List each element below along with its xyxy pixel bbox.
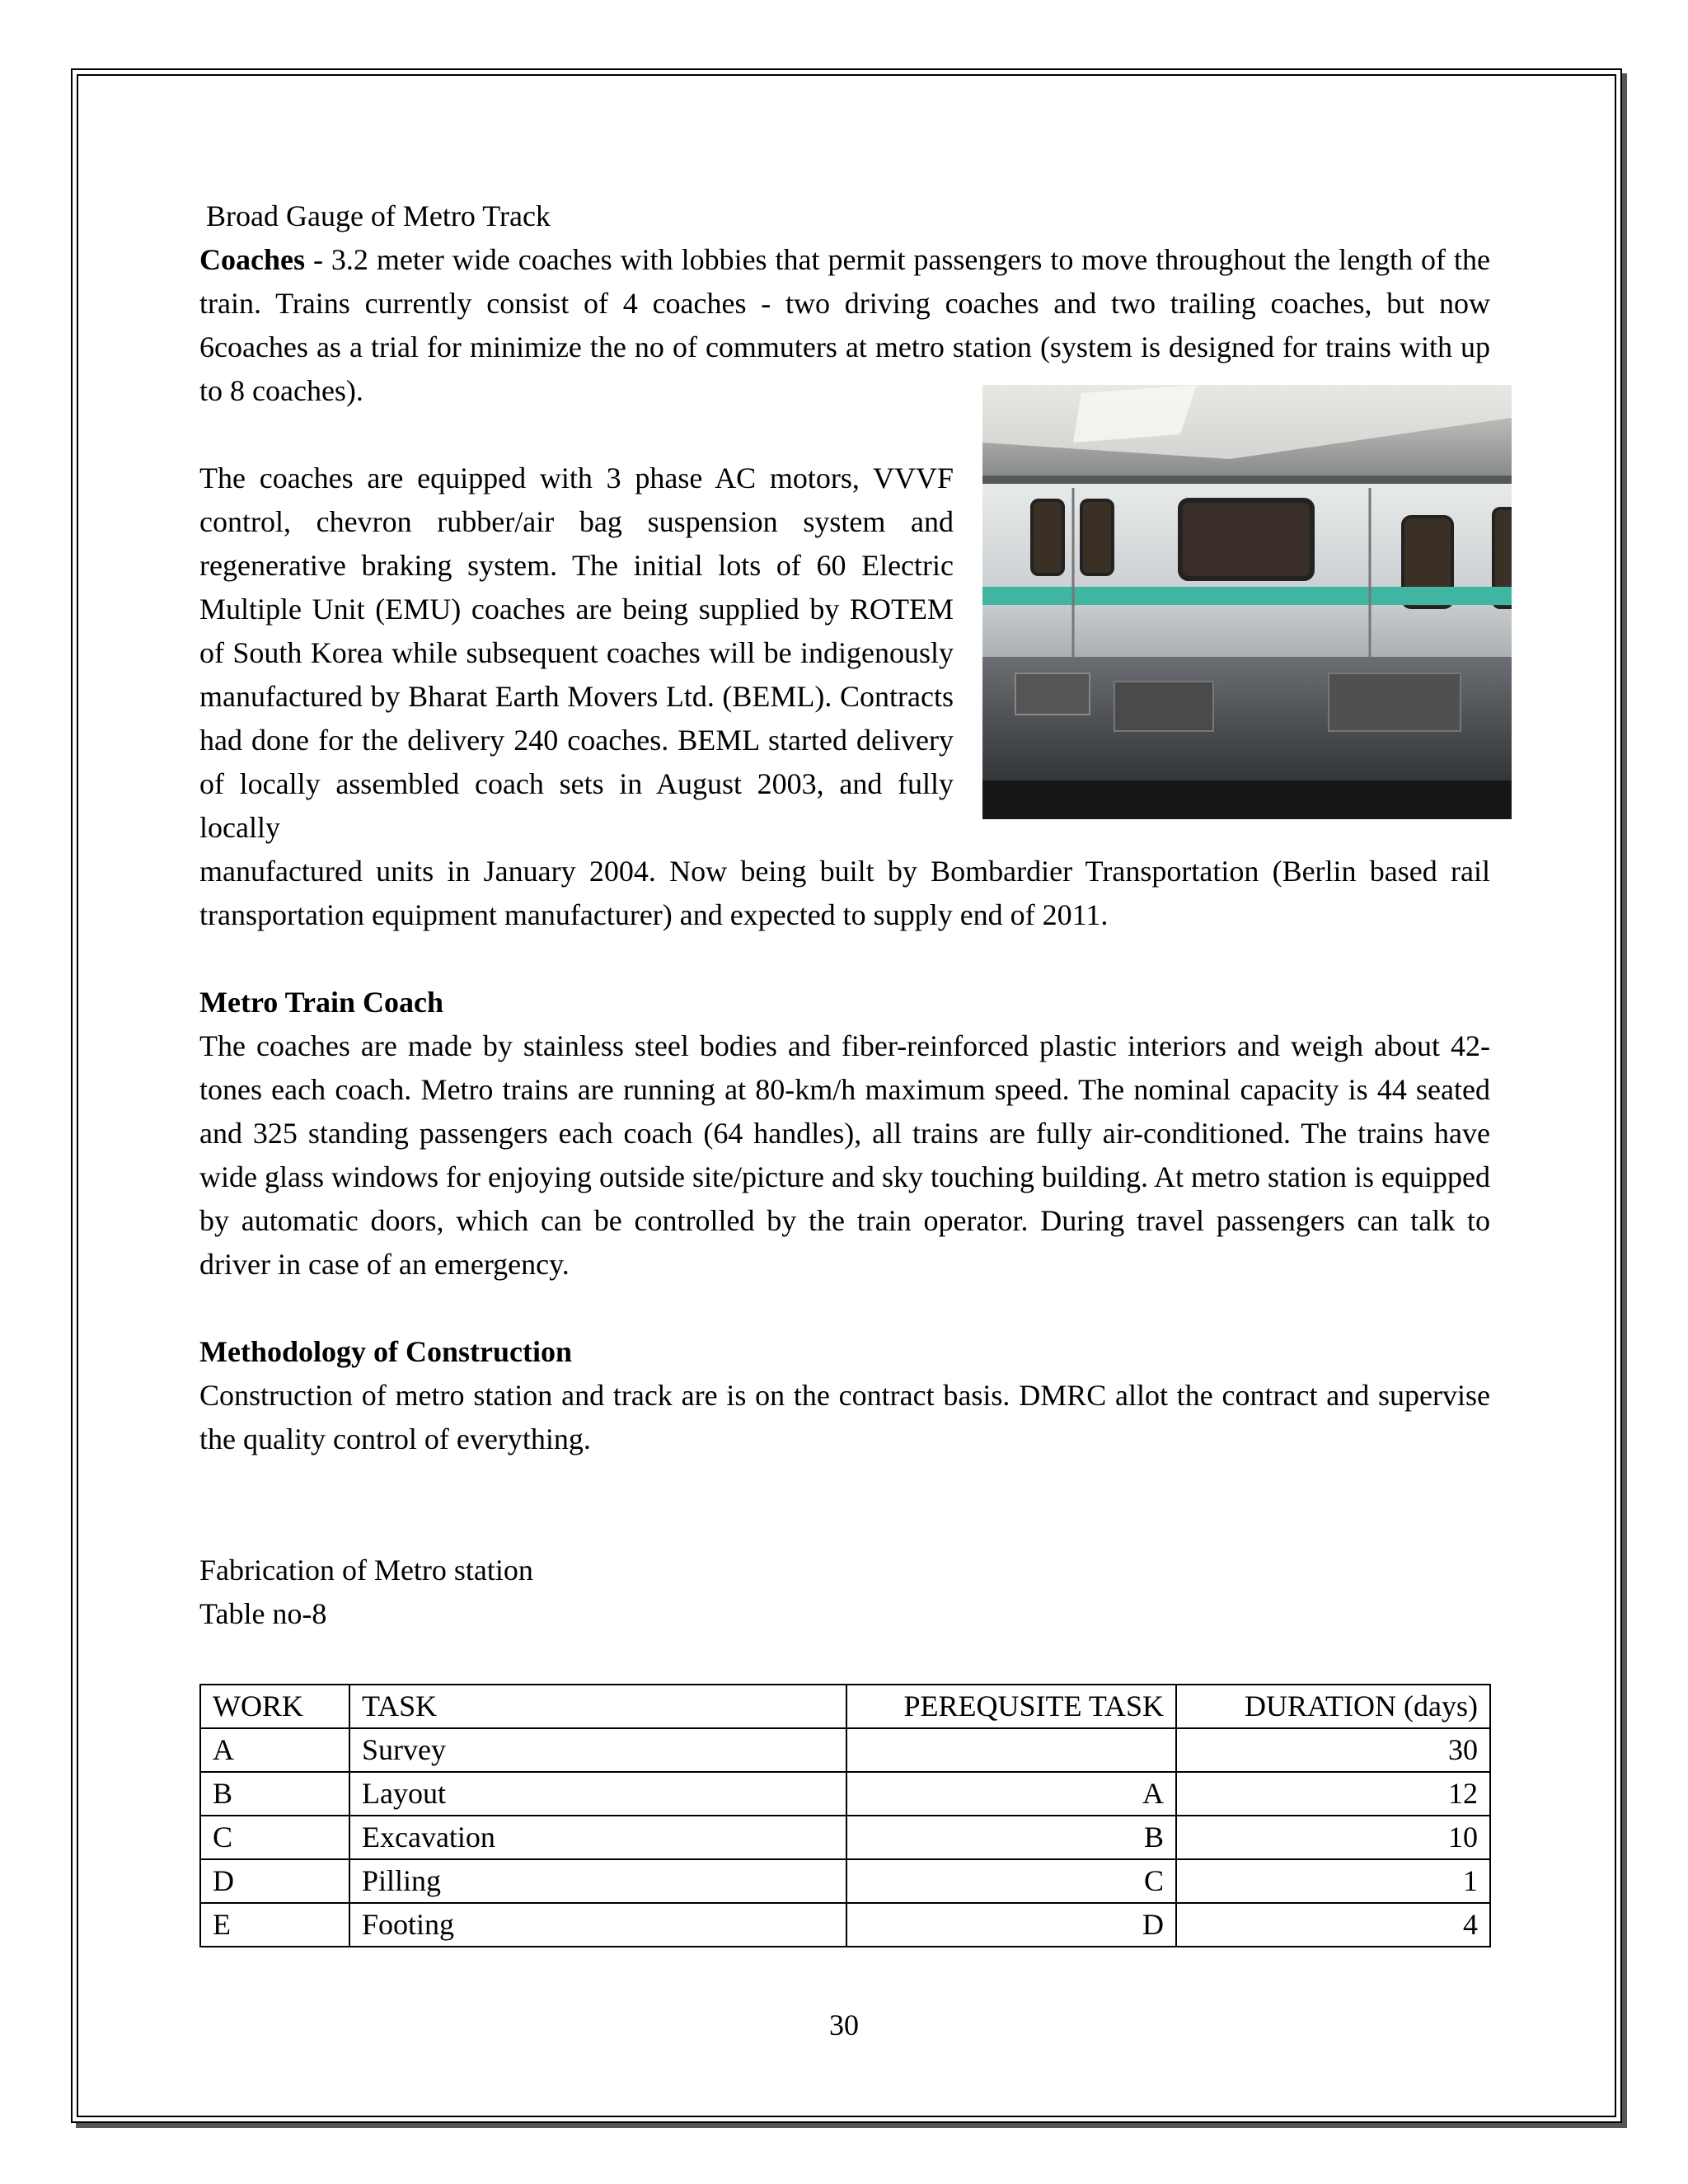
methodology-heading: Methodology of Construction — [199, 1335, 572, 1368]
table-caption-2: Table no-8 — [199, 1597, 327, 1630]
methodology-text: Construction of metro station and track are is on the contract basis. DMRC allot the contract and supervise the quality control of everything. — [199, 1379, 1490, 1455]
col-work: WORK — [200, 1685, 349, 1728]
table-header-row — [200, 1685, 1490, 1728]
page-number: 30 — [829, 2008, 859, 2041]
cell-task: Layout — [349, 1772, 846, 1816]
equipment-paragraph-rest: manufactured units in January 2004. Now being built by Bombardier Transportation (Berlin based rail transportation equipment manufacturer) and expected to supply end of 2011. — [199, 855, 1490, 931]
cell-work: D — [200, 1859, 349, 1903]
cell-task: Pilling — [349, 1859, 846, 1903]
col-task: TASK — [349, 1685, 846, 1728]
cell-prerequisite: D — [846, 1903, 1176, 1947]
cell-work: C — [200, 1816, 349, 1859]
equipment-paragraph-wrapped: The coaches are equipped with 3 phase AC motors, VVVF control, chevron rubber/air bag suspension system and regenerative braking system. The initial lots of 60 Electric Multiple Unit (EMU) coaches are being supplied by ROTEM of South Korea while subsequent coaches will be indigenously manufactured by Bharat Earth Movers Ltd. (BEML). Contracts had done for the delivery 240 coaches. BEML started delivery of locally assembled coach sets in August 2003, and fully locally — [199, 462, 954, 844]
cell-duration: 1 — [1176, 1859, 1490, 1903]
cell-work: A — [200, 1728, 349, 1772]
cell-work: B — [200, 1772, 349, 1816]
cell-prerequisite: A — [846, 1772, 1176, 1816]
intro-line: Broad Gauge of Metro Track — [206, 199, 551, 232]
cell-task: Footing — [349, 1903, 846, 1947]
col-duration: DURATION (days) — [1176, 1685, 1490, 1728]
cell-duration: 12 — [1176, 1772, 1490, 1816]
metro-coach-heading: Metro Train Coach — [199, 986, 443, 1019]
cell-prerequisite: B — [846, 1816, 1176, 1859]
cell-task: Excavation — [349, 1816, 846, 1859]
col-prerequisite: PEREQUSITE TASK — [846, 1685, 1176, 1728]
table-row — [200, 1903, 1490, 1947]
construction-tasks-table — [199, 1684, 1491, 1947]
table-row — [200, 1728, 1490, 1772]
cell-work: E — [200, 1903, 349, 1947]
cell-duration: 10 — [1176, 1816, 1490, 1859]
cell-duration: 30 — [1176, 1728, 1490, 1772]
cell-prerequisite: C — [846, 1859, 1176, 1903]
table-row — [200, 1816, 1490, 1859]
cell-duration: 4 — [1176, 1903, 1490, 1947]
metro-train-photo — [982, 385, 1512, 819]
table-row — [200, 1859, 1490, 1903]
table-row — [200, 1772, 1490, 1816]
coaches-text: - 3.2 meter wide coaches with lobbies that permit passengers to move throughout the length of the train. Trains currently consist of 4 coaches - two driving coaches and two trailing coaches, but now 6coaches as a trial for minimize the no of commuters at metro station (system is designed for trains with up to 8 coaches). — [199, 243, 1490, 407]
coaches-label: Coaches — [199, 243, 305, 276]
cell-task: Survey — [349, 1728, 846, 1772]
metro-coach-text: The coaches are made by stainless steel bodies and fiber-reinforced plastic interiors and weigh about 42-tones each coach. Metro trains are running at 80-km/h maximum speed. The nominal capacity is 44 seated and 325 standing passengers each coach (64 handles), all trains are fully air-conditioned. The trains have wide glass windows for enjoying outside site/picture and sky touching building. At metro station is equipped by automatic doors, which can be controlled by the train operator. During travel passengers can talk to driver in case of an emergency. — [199, 1029, 1490, 1281]
cell-prerequisite — [846, 1728, 1176, 1772]
table-caption-1: Fabrication of Metro station — [199, 1554, 533, 1586]
